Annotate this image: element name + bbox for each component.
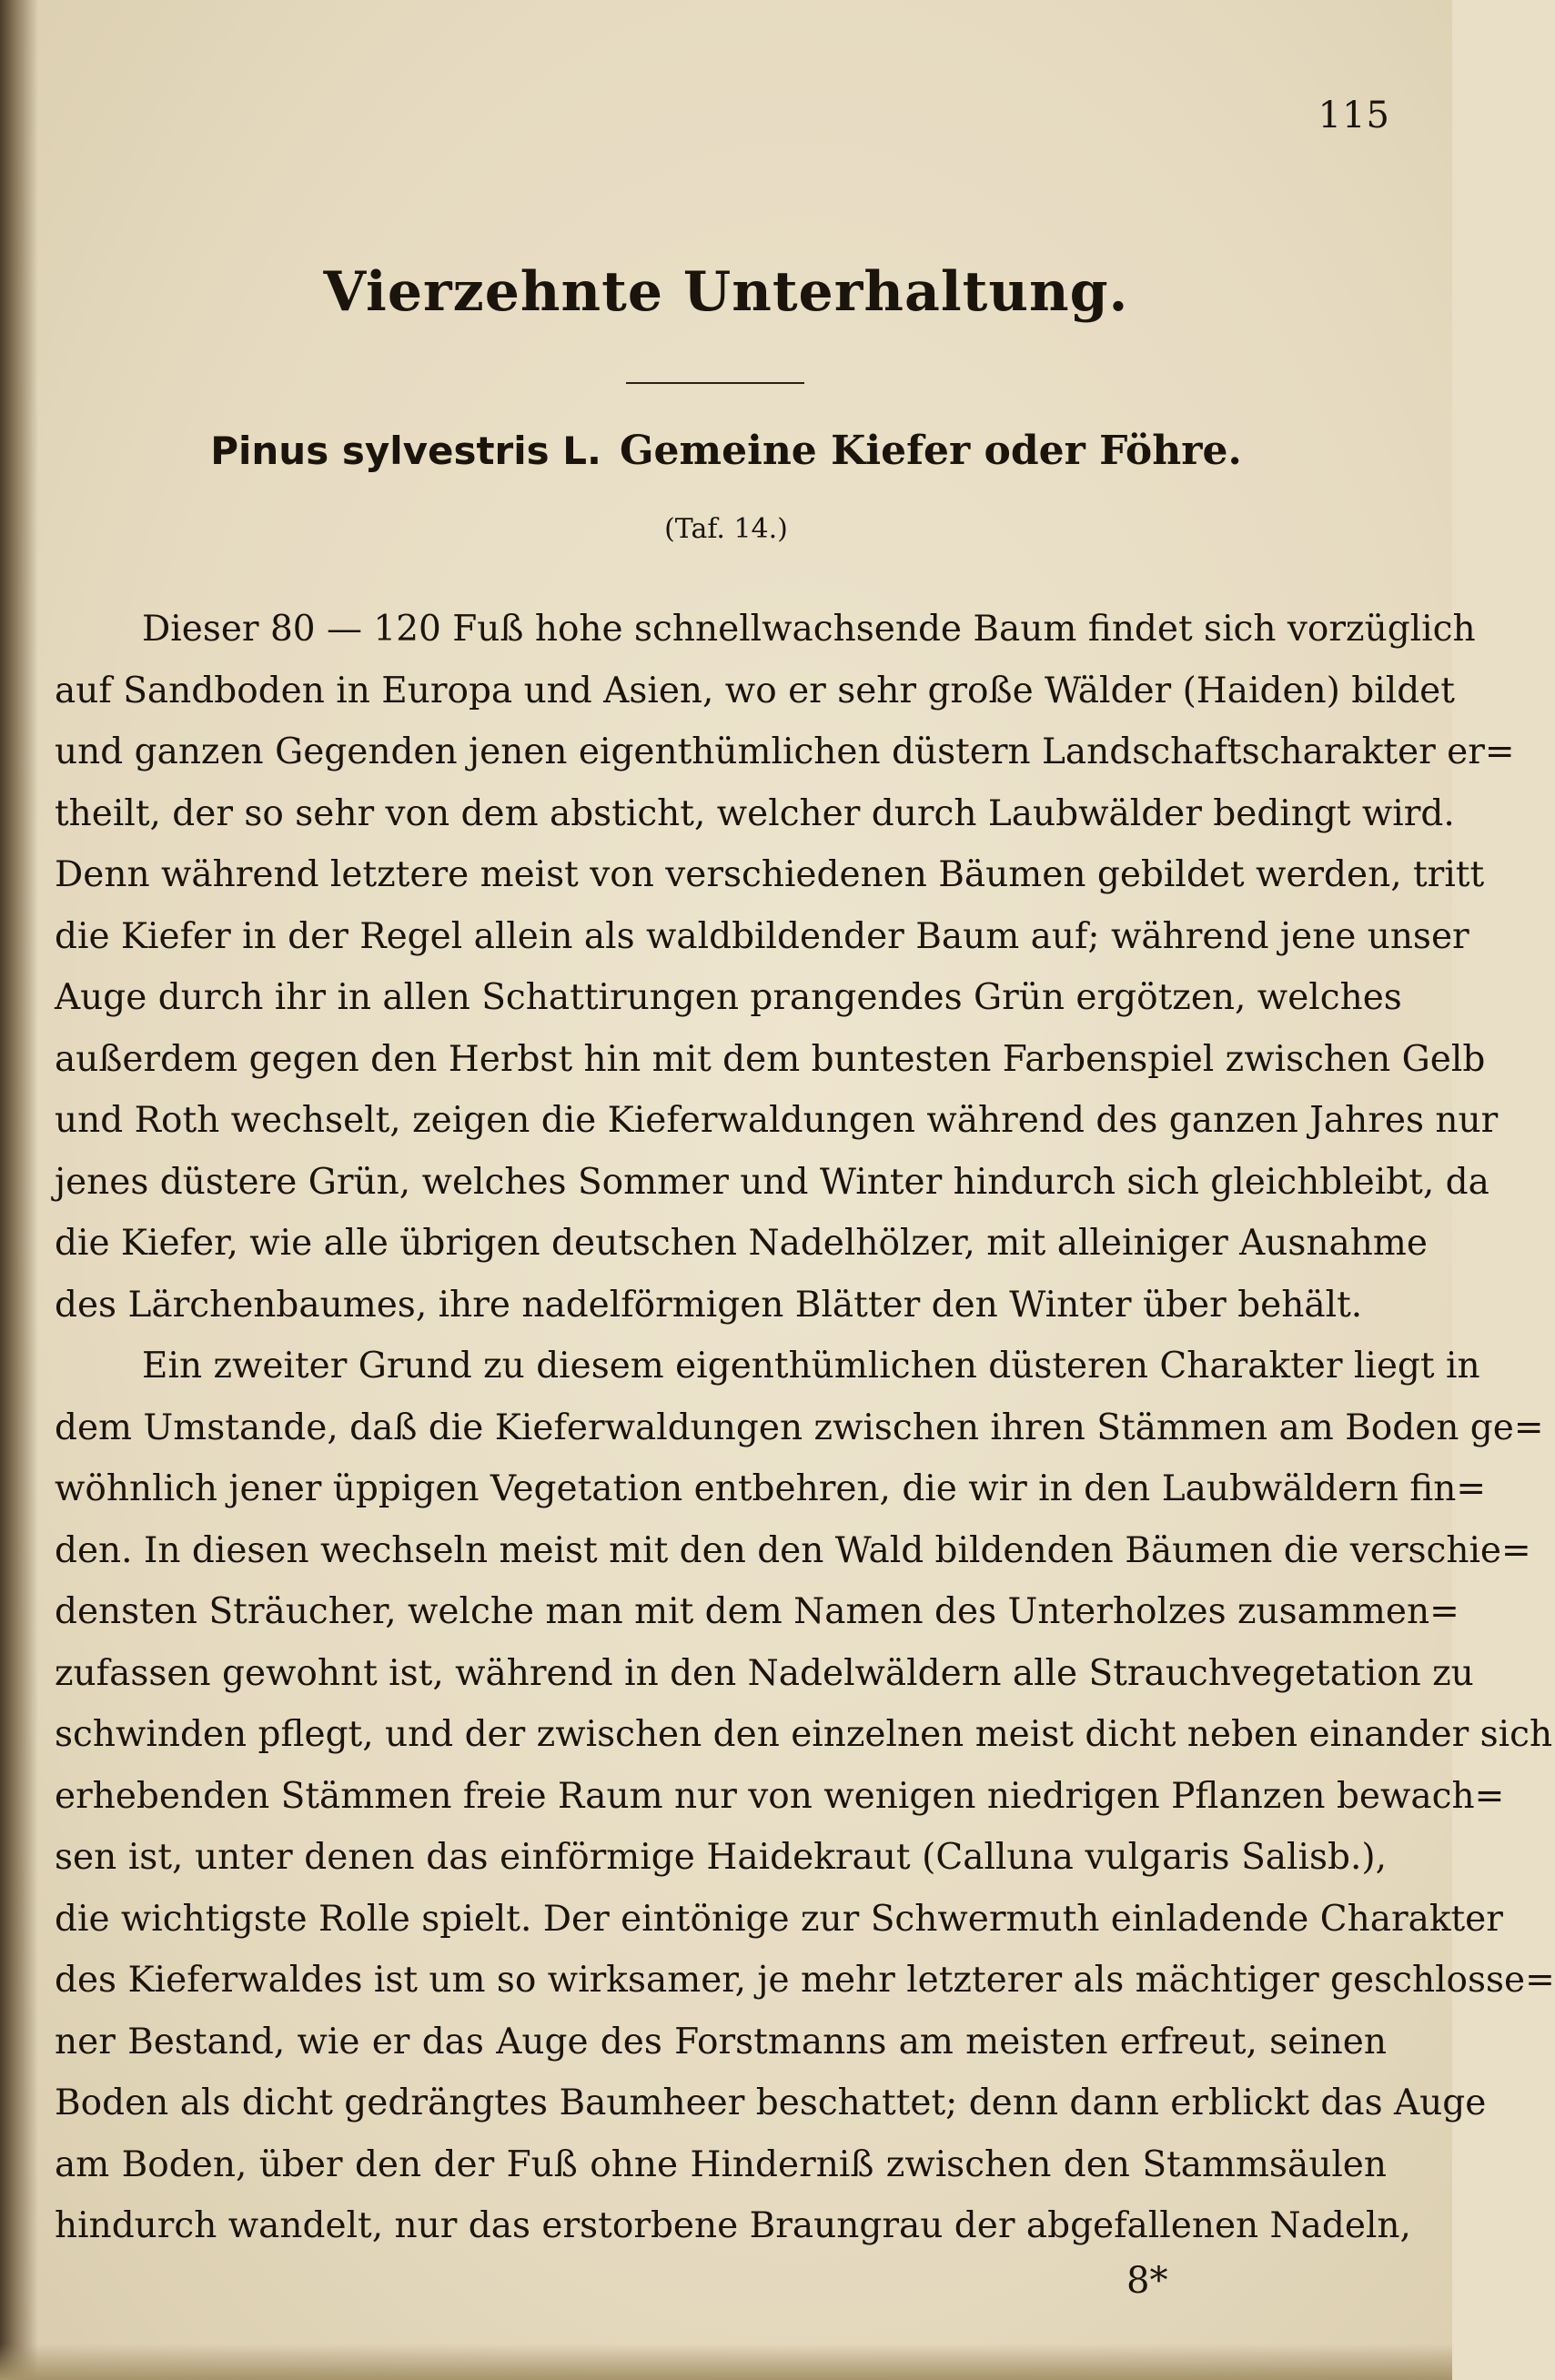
text-line: Denn während letztere meist von verschiedenen Bäumen gebildet werden, tritt [55, 854, 1485, 895]
page-edge-shading [0, 2344, 1452, 2380]
text-line: die Kiefer in der Regel allein als waldbildender Baum auf; während jene unser [55, 915, 1469, 957]
body-text [55, 599, 1555, 2257]
text-line: Dieser 80 — 120 Fuß hohe schnellwachsende Baum findet sich vorzüglich [142, 609, 1476, 650]
text-line: Boden als dicht gedrängtes Baumheer beschattet; denn dann erblickt das Auge [55, 2082, 1487, 2123]
text-line: die wichtigste Rolle spielt. Der eintönige zur Schwermuth einladende Charakter [55, 1898, 1503, 1940]
text-line: und Roth wechselt, zeigen die Kieferwaldungen während des ganzen Jahres nur [55, 1100, 1499, 1141]
chapter-heading: Vierzehnte Unterhaltung. [323, 260, 1129, 324]
text-line: des Kieferwaldes ist um so wirksamer, je mehr letzterer als mächtiger geschlosse= [55, 1960, 1555, 2001]
page-number: 115 [1318, 95, 1390, 136]
text-line: dem Umstande, daß die Kieferwaldungen zwischen ihren Stämmen am Boden ge= [55, 1407, 1544, 1448]
species-title [0, 428, 1452, 474]
text-line: sen ist, unter denen das einförmige Haidekraut (Calluna vulgaris Salisb.), [55, 1837, 1387, 1878]
text-line: und ganzen Gegenden jenen eigenthümlichen düstern Landschaftscharakter er= [55, 731, 1515, 772]
text-line: den. In diesen wechseln meist mit den den Wald bildenden Bäumen die verschie= [55, 1529, 1531, 1571]
text-line: Ein zweiter Grund zu diesem eigenthümlichen düsteren Charakter liegt in [142, 1346, 1480, 1387]
text-line: densten Sträucher, welche man mit dem Namen des Unterholzes zusammen= [55, 1591, 1459, 1632]
text-line: schwinden pflegt, und der zwischen den einzelnen meist dicht neben einander sich [55, 1714, 1553, 1755]
text-line: auf Sandboden in Europa und Asien, wo er sehr große Wälder (Haiden) bildet [55, 670, 1455, 711]
text-line: wöhnlich jener üppigen Vegetation entbehren, die wir in den Laubwäldern fin= [55, 1468, 1487, 1509]
text-line: zufassen gewohnt ist, während in den Nadelwäldern alle Strauchvegetation zu [55, 1652, 1474, 1694]
text-line: Auge durch ihr in allen Schattirungen prangendes Grün ergötzen, welches [55, 977, 1402, 1018]
text-line: erhebenden Stämmen freie Raum nur von wenigen niedrigen Pflanzen bewach= [55, 1775, 1505, 1817]
text-line: hindurch wandelt, nur das erstorbene Braungrau der abgefallenen Nadeln, [55, 2205, 1411, 2246]
text-line: jenes düstere Grün, welches Sommer und Winter hindurch sich gleichbleibt, da [55, 1161, 1489, 1203]
printer-signature: 8* [1126, 2260, 1168, 2302]
species-german-name: Gemeine Kiefer oder Föhre. [619, 428, 1242, 474]
heading-divider [626, 382, 804, 384]
text-line: am Boden, über den der Fuß ohne Hinderniß zwischen den Stammsäulen [55, 2143, 1387, 2185]
gutter-shadow [0, 0, 38, 2380]
text-line: ner Bestand, wie er das Auge des Forstmanns am meisten erfreut, seinen [55, 2021, 1387, 2062]
text-line: die Kiefer, wie alle übrigen deutschen Nadelhölzer, mit alleiniger Ausnahme [55, 1223, 1428, 1264]
text-line: theilt, der so sehr von dem absticht, welcher durch Laubwälder bedingt wird. [55, 792, 1455, 834]
text-line: außerdem gegen den Herbst hin mit dem buntesten Farbenspiel zwischen Gelb [55, 1038, 1486, 1080]
text-line: des Lärchenbaumes, ihre nadelförmigen Blätter den Winter über behält. [55, 1284, 1363, 1326]
plate-reference: (Taf. 14.) [664, 513, 788, 545]
species-latin-name: Pinus sylvestris L. [210, 429, 601, 473]
